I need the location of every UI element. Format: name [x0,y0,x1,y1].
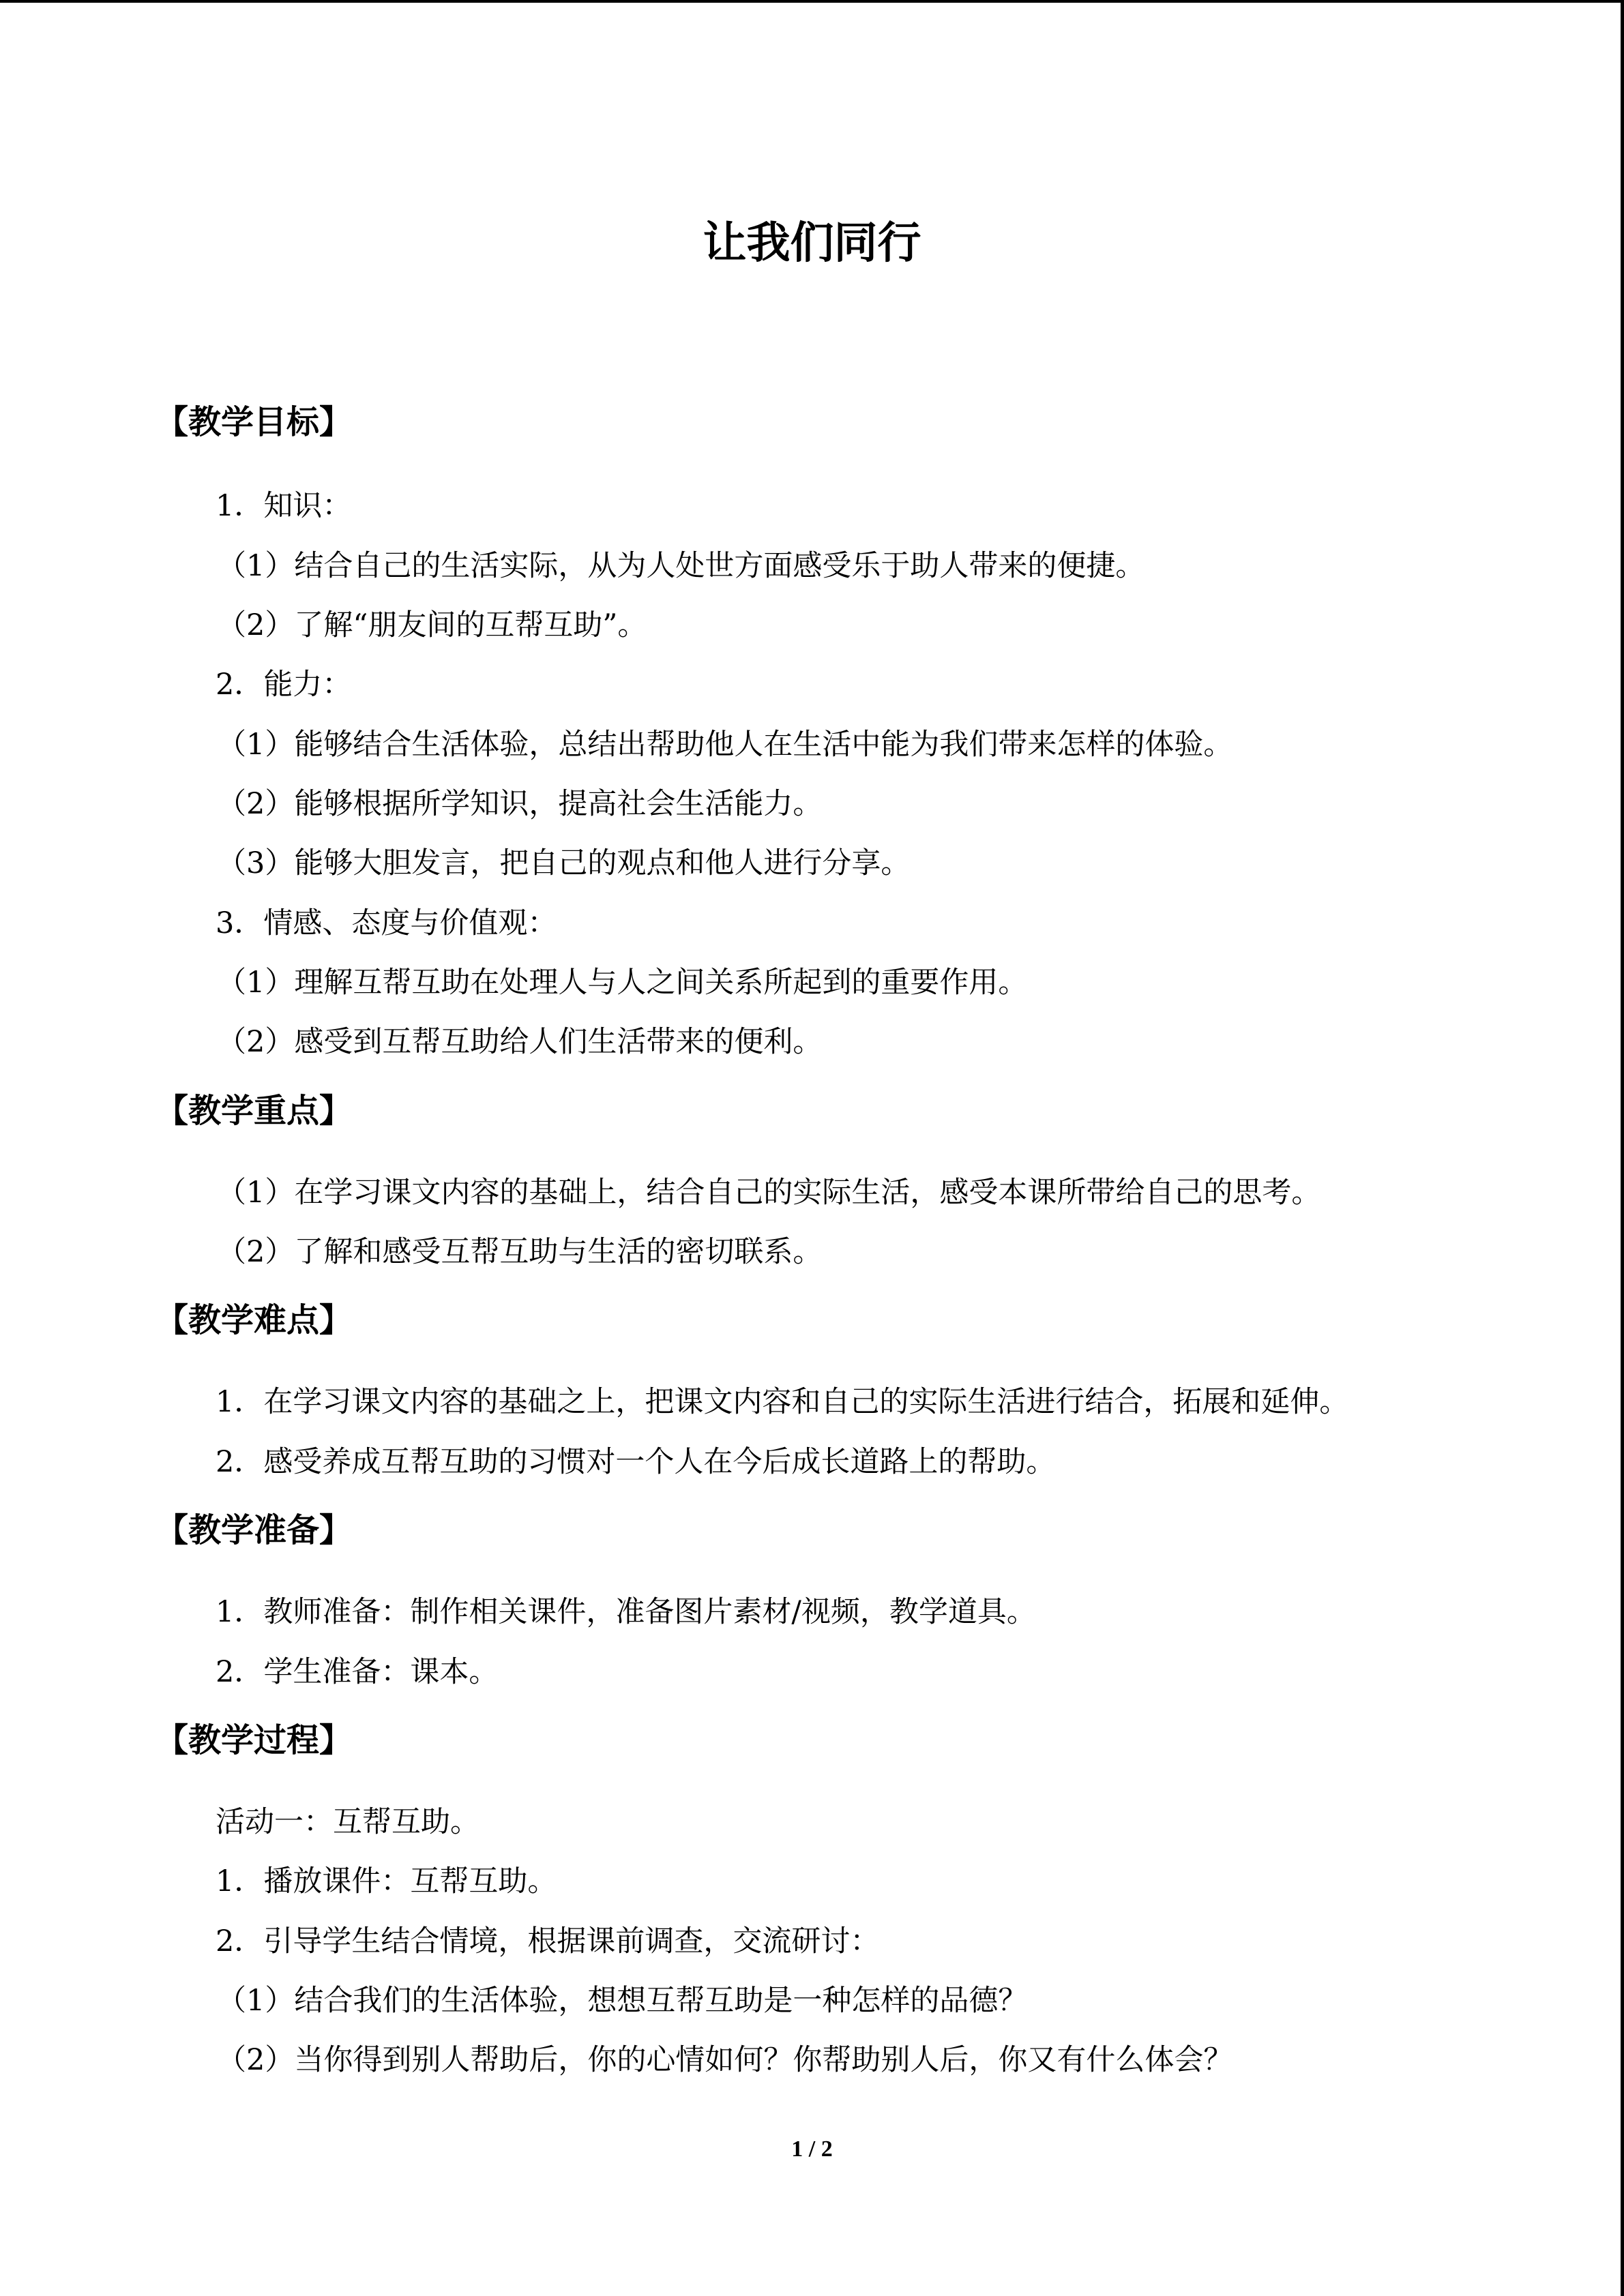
objective-item-attitude: 3．情感、态度与价值观： [216,906,557,940]
objective-subitem: （2）了解“朋友间的互帮互助”。 [217,608,647,642]
key-point-item: （1）在学习课文内容的基础上，结合自己的实际生活，感受本课所带给自己的思考。 [217,1176,1321,1210]
section-heading-teaching-objectives: 【教学目标】 [156,403,353,441]
difficulty-item: 1．在学习课文内容的基础之上，把课文内容和自己的实际生活进行结合，拓展和延伸。 [216,1385,1349,1419]
process-step: 2．引导学生结合情境，根据课前调查，交流研讨： [216,1924,880,1958]
preparation-item: 2．学生准备：课本。 [216,1655,499,1689]
objective-subitem: （2）感受到互帮互助给人们生活带来的便利。 [217,1025,823,1059]
objective-item-ability: 2．能力： [216,668,352,702]
objective-item-knowledge: 1．知识： [216,489,352,523]
section-heading-key-points: 【教学重点】 [156,1092,353,1130]
section-heading-difficulties: 【教学难点】 [156,1301,353,1339]
process-step: 1．播放课件：互帮互助。 [216,1864,557,1898]
objective-subitem: （1）理解互帮互助在处理人与人之间关系所起到的重要作用。 [217,966,1028,1000]
process-question: （1）结合我们的生活体验，想想互帮互助是一种怎样的品德？ [217,1984,1028,2018]
process-activity-title: 活动一：互帮互助。 [216,1805,479,1839]
preparation-item: 1．教师准备：制作相关课件，准备图片素材/视频，教学道具。 [216,1595,1036,1629]
page-indicator: 1 / 2 [791,2136,833,2162]
document-title: 让我们同行 [703,218,921,269]
process-question: （2）当你得到别人帮助后，你的心情如何？你帮助别人后，你又有什么体会？ [217,2043,1233,2077]
objective-subitem: （1）能够结合生活体验，总结出帮助他人在生活中能为我们带来怎样的体验。 [217,728,1233,762]
difficulty-item: 2．感受养成互帮互助的习惯对一个人在今后成长道路上的帮助。 [216,1445,1056,1479]
section-heading-preparation: 【教学准备】 [156,1511,353,1549]
key-point-item: （2）了解和感受互帮互助与生活的密切联系。 [217,1235,823,1269]
objective-subitem: （1）结合自己的生活实际，从为人处世方面感受乐于助人带来的便捷。 [217,549,1145,583]
section-heading-process: 【教学过程】 [156,1721,353,1759]
objective-subitem: （2）能够根据所学知识，提高社会生活能力。 [217,787,823,821]
objective-subitem: （3）能够大胆发言，把自己的观点和他人进行分享。 [217,846,911,880]
